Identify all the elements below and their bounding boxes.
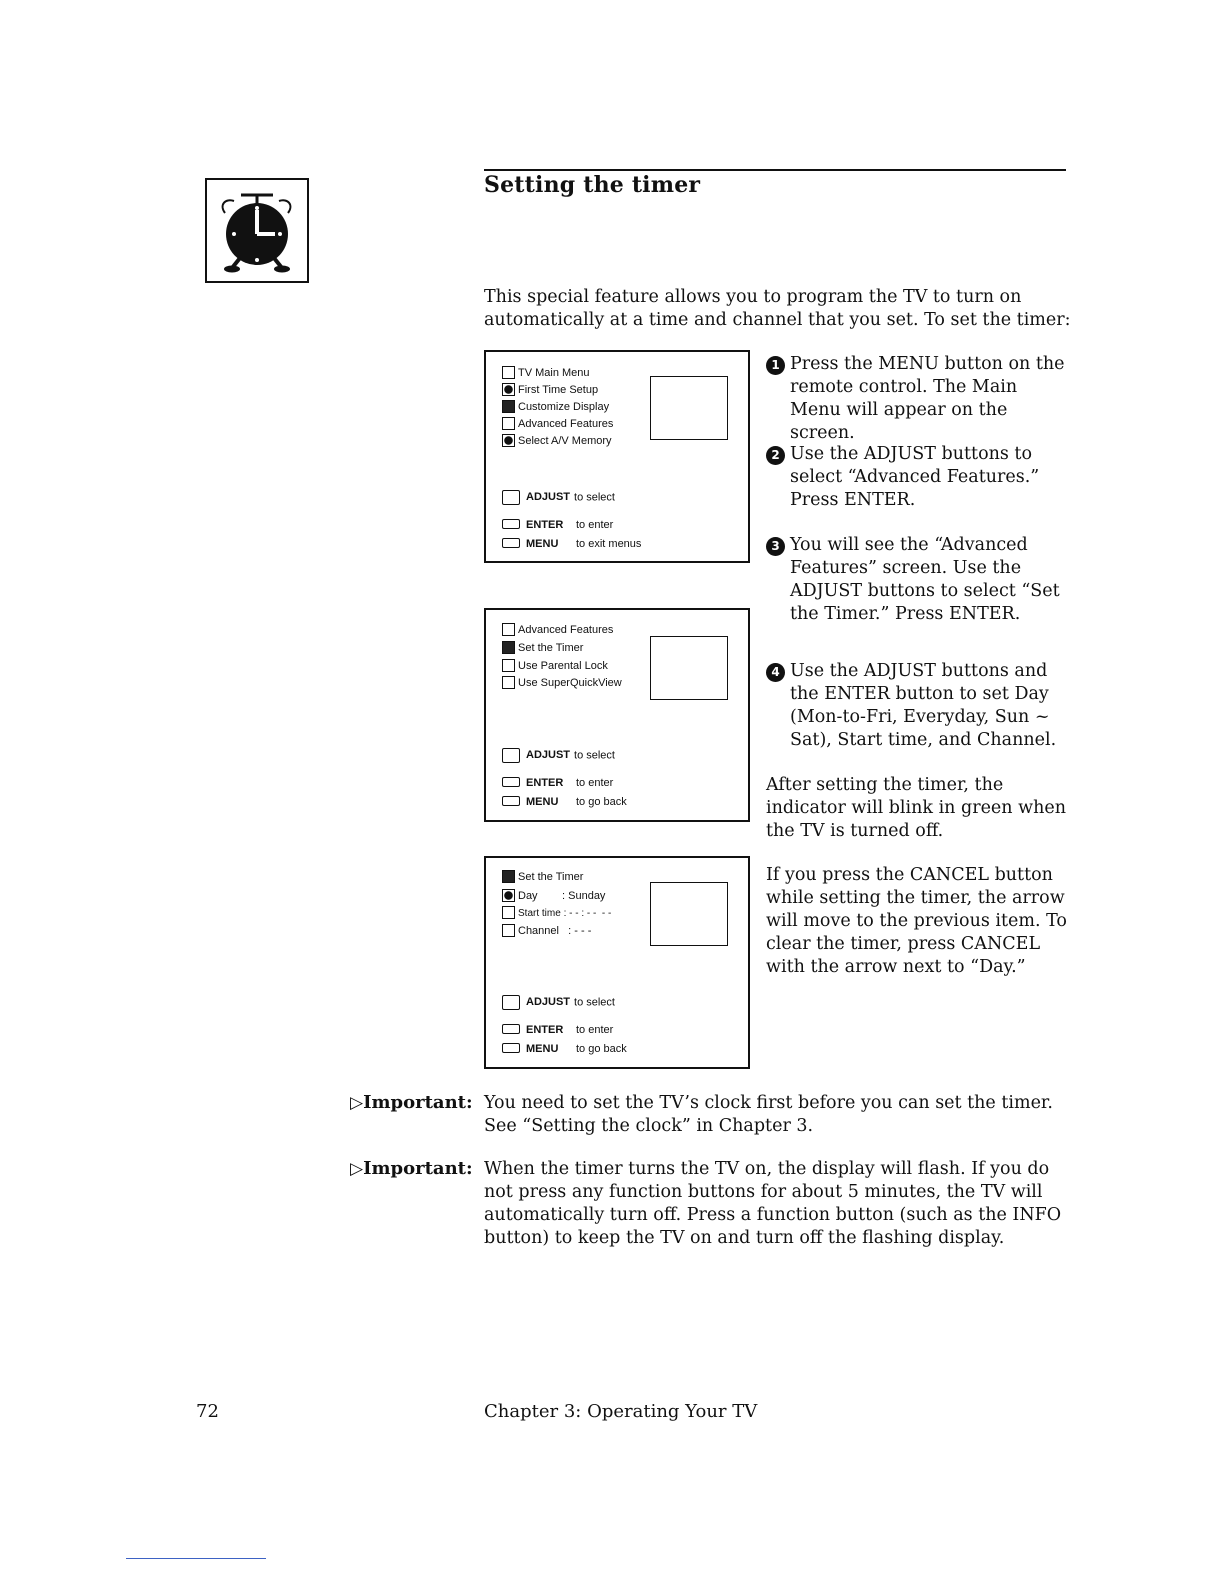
cancel-button-note: If you press the CANCEL button while setting the timer, the arrow will move to the previous item. To clear the timer, press CANCEL with the arrow next to “Day.”	[766, 865, 1067, 977]
lock-icon	[502, 659, 515, 672]
adjust-button-icon	[502, 748, 520, 763]
hint-enter: ENTER to enter	[502, 1023, 613, 1037]
av-memory-icon	[502, 434, 515, 447]
title-rule	[484, 169, 1066, 171]
triangle-pointer-icon: ▷	[350, 1093, 364, 1113]
screen-main-menu	[484, 350, 750, 563]
menu-item: Advanced Features	[502, 417, 613, 431]
tv-preview-window	[650, 376, 728, 440]
hint-enter: ENTER to enter	[502, 776, 613, 790]
step-3: 3 You will see the “Advanced Features” screen. Use the ADJUST buttons to select “Set the Timer.” Press ENTER.	[766, 534, 1066, 626]
hint-menu: MENU to go back	[502, 795, 627, 809]
hint-adjust: ADJUST to select	[502, 995, 615, 1010]
step-4: 4 Use the ADJUST buttons and the ENTER button to set Day (Mon-to-Fri, Everyday, Sun ~ Sat), Start time, and Channel.	[766, 660, 1066, 752]
menu-title: Advanced Features	[502, 623, 613, 637]
screen-advanced-features	[484, 608, 750, 822]
step-number-badge: 3	[766, 537, 785, 556]
channel-icon	[502, 924, 515, 937]
alarm-clock-icon-box	[205, 178, 309, 283]
step-number-badge: 2	[766, 446, 785, 465]
step-number-badge: 4	[766, 663, 785, 682]
display-icon	[502, 400, 515, 413]
after-setting-note: After setting the timer, the indicator will blink in green when the TV is turned off.	[766, 775, 1066, 841]
superquickview-icon	[502, 676, 515, 689]
enter-button-icon	[502, 519, 520, 529]
advanced-features-icon	[502, 623, 515, 636]
day-icon	[502, 889, 515, 902]
footer-chapter-title: Chapter 3: Operating Your TV	[484, 1401, 758, 1422]
page-number: 72	[196, 1401, 219, 1422]
start-time-icon	[502, 906, 515, 919]
menu-button-icon	[502, 538, 520, 548]
adjust-button-icon	[502, 490, 520, 505]
intro-paragraph: This special feature allows you to program the TV to turn on automatically at a time and channel that you set. To set the timer:	[484, 287, 1071, 330]
screen-set-the-timer	[484, 856, 750, 1069]
menu-item: Use Parental Lock	[502, 659, 608, 673]
setup-icon	[502, 383, 515, 396]
menu-button-icon	[502, 1043, 520, 1053]
hint-adjust: ADJUST to select	[502, 748, 615, 763]
alarm-clock-icon	[207, 180, 307, 281]
tv-preview-window	[650, 636, 728, 700]
tv-preview-window	[650, 882, 728, 946]
timer-icon	[502, 641, 515, 654]
important-label: ▷Important:	[350, 1092, 473, 1113]
menu-title: TV Main Menu	[502, 366, 590, 380]
enter-button-icon	[502, 1024, 520, 1034]
important-note: When the timer turns the TV on, the display will flash. If you do not press any function buttons for about 5 minutes, the TV will automatically turn off. Press a function button (such as the INFO button) to keep the TV on and turn off the flashing display.	[484, 1159, 1062, 1248]
triangle-pointer-icon: ▷	[350, 1159, 364, 1179]
menu-item: Set the Timer	[502, 641, 583, 655]
menu-item: Select A/V Memory	[502, 434, 612, 448]
enter-button-icon	[502, 777, 520, 787]
hint-menu: MENU to go back	[502, 1042, 627, 1056]
step-number-badge: 1	[766, 356, 785, 375]
important-label: ▷Important:	[350, 1158, 473, 1179]
menu-item: Use SuperQuickView	[502, 676, 622, 690]
hint-menu: MENU to exit menus	[502, 537, 641, 551]
hint-adjust: ADJUST to select	[502, 490, 615, 505]
step-1: 1 Press the MENU button on the remote control. The Main Menu will appear on the screen.	[766, 353, 1066, 445]
timer-start-time-row: Start time : - - : - - - -	[502, 907, 611, 921]
timer-day-row: Day : Sunday	[502, 889, 605, 903]
adjust-button-icon	[502, 995, 520, 1010]
menu-button-icon	[502, 796, 520, 806]
important-note: You need to set the TV’s clock first before you can set the timer. See “Setting the clock” in Chapter 3.	[484, 1093, 1053, 1136]
step-2: 2 Use the ADJUST buttons to select “Advanced Features.” Press ENTER.	[766, 443, 1066, 512]
timer-icon	[502, 870, 515, 883]
menu-title: Set the Timer	[502, 870, 583, 884]
page-title: Setting the timer	[484, 172, 701, 198]
menu-item: Customize Display	[502, 400, 609, 414]
menu-item: First Time Setup	[502, 383, 598, 397]
tv-icon	[502, 366, 515, 379]
advanced-features-icon	[502, 417, 515, 430]
bottom-rule	[126, 1558, 266, 1559]
hint-enter: ENTER to enter	[502, 518, 613, 532]
timer-channel-row: Channel : - - -	[502, 924, 591, 938]
